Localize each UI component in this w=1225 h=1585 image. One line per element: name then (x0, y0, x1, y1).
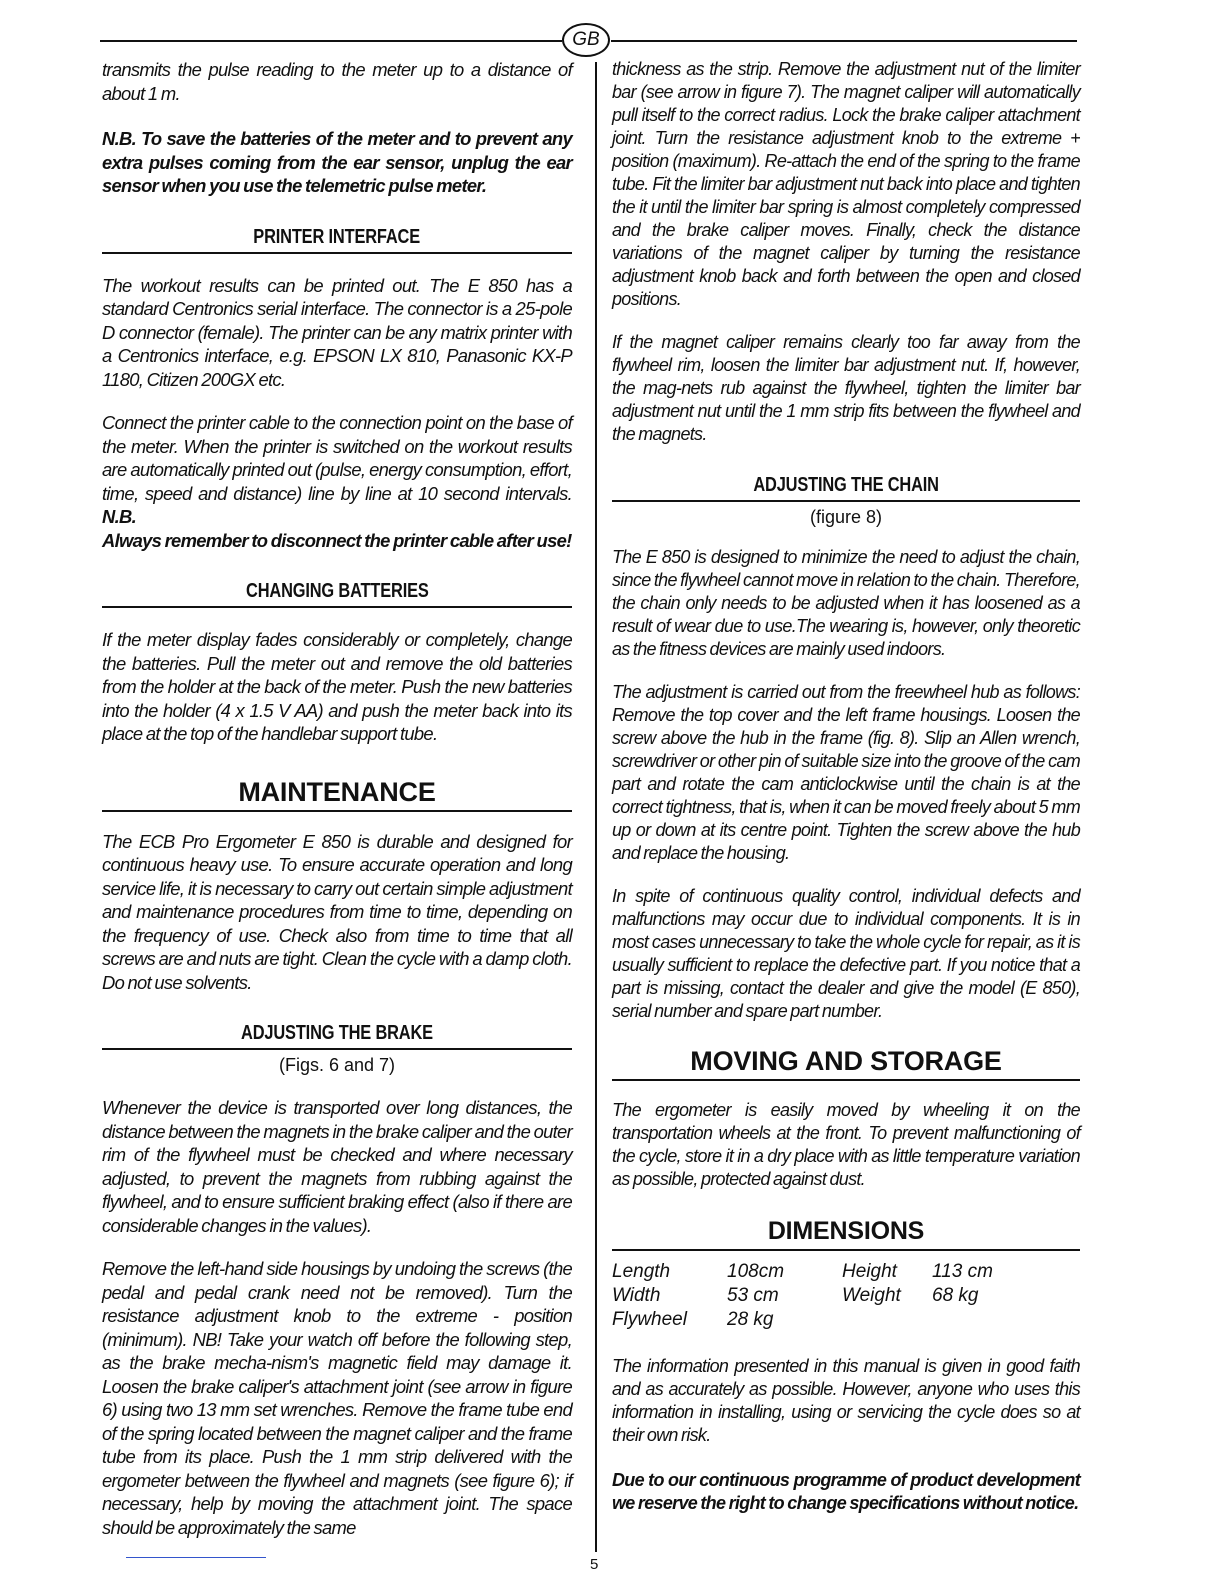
chain-paragraph-2: The adjustment is carried out from the freewheel hub as follows: Remove the top cover and the left frame housings. Loosen the screw above the hub in the frame (fig. 8). Slip an Allen wrench, screwdriver or other pin of suitable size into the groove of the cam part and rotate the cam anticlockwise until the chain is at the correct tightness, that is, when it can be moved freely about 5 mm up or down at its centre point. Tighten the screw above the hub and replace the housing. (612, 682, 1080, 863)
moving-storage-heading (612, 1045, 1080, 1081)
printer-paragraph-1: The workout results can be printed out. The E 850 has a standard Centronics serial interface. The connector is a 25-pole D connector (female). The printer can be any matrix printer with a Centronics interface, e.g. EPSON LX 810, Panasonic KX-P 1180, Citizen 200GX etc. (102, 274, 572, 390)
adjusting-brake-title: ADJUSTING THE BRAKE (241, 1022, 433, 1044)
width-value: 53 cm (727, 1285, 779, 1306)
weight-value: 68 kg (932, 1285, 979, 1306)
printer-paragraph-2 (102, 411, 572, 529)
brake-figure-reference: (Figs. 6 and 7) (278, 1055, 396, 1075)
adjusting-chain-title: ADJUSTING THE CHAIN (753, 474, 939, 496)
flywheel-label: Flywheel (612, 1309, 687, 1330)
footnote-rule (126, 1557, 266, 1558)
dimensions-table (612, 1261, 1032, 1333)
ear-sensor-note: N.B. To save the batteries of the meter and to prevent any extra pulses coming from the ear sensor, unplug the ear sensor when you use the telemetric pulse meter. (102, 128, 572, 196)
printer-nb-label: N.B. (102, 506, 136, 527)
dimensions-title: DIMENSIONS (767, 1217, 925, 1245)
heading-rule (102, 1048, 572, 1050)
flywheel-value: 28 kg (727, 1309, 774, 1330)
pulse-distance-text: transmits the pulse reading to the meter up to a distance of about 1 m. (102, 59, 572, 104)
chain-figure-reference: (figure 8) (809, 507, 883, 527)
column-divider (595, 62, 597, 1552)
weight-label: Weight (842, 1285, 901, 1306)
heading-rule (612, 1249, 1080, 1251)
maintenance-title: MAINTENANCE (238, 776, 436, 807)
table-row (612, 1261, 1032, 1285)
changing-batteries-title: CHANGING BATTERIES (245, 580, 429, 602)
left-column (102, 58, 572, 1539)
quality-control-paragraph: In spite of continuous quality control, individual defects and malfunctions may occur due to individual components. It is in most cases unnecessary to take the whole cycle for repair, as it is usually sufficient to replace the defective part. If you notice that a part is missing, contact the dealer and give the model (E 850), serial number and spare part number. (612, 886, 1080, 1021)
brake-paragraph-1: Whenever the device is transported over long distances, the distance between the magnets in the brake caliper and the outer rim of the flywheel must be checked and where necessary adjusted, to prevent the magnets from rubbing against the flywheel, and to ensure sufficient braking effect (also if there are considerable changes in the values). (102, 1097, 572, 1236)
specification-change-notice: Due to our continuous programme of product development we reserve the right to change specifications without notice. (612, 1470, 1080, 1513)
printer-interface-title: PRINTER INTERFACE (253, 225, 421, 248)
caliper-distance-paragraph: If the magnet caliper remains clearly too far away from the flywheel rim, loosen the limiter bar adjustment nut. If, however, the mag-nets rub against the flywheel, tighten the limiter bar adjustment nut until the 1 mm strip fits between the flywheel and the magnets. (612, 332, 1080, 444)
dimensions-heading (612, 1215, 1080, 1251)
header-rule-right (611, 40, 1077, 42)
printer-warning: Always remember to disconnect the printer cable after use! (102, 529, 572, 551)
adjusting-chain-heading (612, 472, 1080, 528)
maintenance-heading (102, 776, 572, 812)
printer-paragraph-2-text: Connect the printer cable to the connection point on the base of the meter. When the printer is switched on the workout results are automatically printed out (pulse, energy consumption, effort, time, speed and distance) line by line at 10 second intervals. (102, 412, 572, 504)
moving-storage-paragraph: The ergometer is easily moved by wheeling it on the transportation wheels at the front. To prevent malfunctioning of the cycle, store it in a dry place with as little temperature variation as possible, protected against dust. (612, 1100, 1080, 1189)
adjusting-brake-heading (102, 1020, 572, 1076)
brake-paragraph-2: Remove the left-hand side housings by undoing the screws (the pedal and pedal crank need not be removed). Turn the resistance adjustment knob to the extreme - position (minimum). NB! Take your watch off before the following step, as the brake mecha-nism's magnetic field may damage it. Loosen the brake caliper's attachment joint (see arrow in figure 6) using two 13 mm set wrenches. Remove the frame tube end of the spring located between the magnet caliper and the frame tube from its place. Push the 1 mm strip delivered with the ergometer between the flywheel and magnets (see figure 6); if necessary, help by moving the attachment joint. The space should be approximately the same (102, 1258, 572, 1538)
header-rule-left (100, 40, 562, 42)
table-row (612, 1285, 1032, 1309)
table-row (612, 1309, 1032, 1333)
maintenance-paragraph: The ECB Pro Ergometer E 850 is durable and designed for continuous heavy use. To ensure accurate operation and long service life, it is necessary to carry out certain simple adjustment and maintenance procedures from time to time, depending on the frequency of use. Check also from time to time that all screws are and nuts are tight. Clean the cycle with a damp cloth. Do not use solvents. (102, 830, 572, 993)
heading-rule (612, 500, 1080, 502)
height-value: 113 cm (932, 1261, 993, 1282)
chain-paragraph-1: The E 850 is designed to minimize the need to adjust the chain, since the flywheel cannot move in relation to the chain. Therefore, the chain only needs to be adjusted when it has loosened as a result of wear due to use.The wearing is, however, only theoretic as the fitness devices are mainly used indoors. (612, 547, 1080, 659)
moving-storage-title: MOVING AND STORAGE (690, 1046, 1002, 1076)
height-label: Height (842, 1261, 897, 1282)
length-label: Length (612, 1261, 671, 1282)
right-column (612, 58, 1080, 1515)
disclaimer-paragraph: The information presented in this manual is given in good faith and as accurately as possible. However, anyone who uses this information in installing, using or servicing the cycle does so at their own risk. (612, 1356, 1080, 1445)
changing-batteries-heading (102, 578, 572, 608)
length-value: 108cm (727, 1261, 785, 1282)
batteries-paragraph: If the meter display fades considerably or completely, change the batteries. Pull the meter out and remove the old batteries from the holder at the back of the meter. Push the new batteries into the holder (4 x 1.5 V AA) and push the meter back into its place at the top of the handlebar support tube. (102, 629, 572, 744)
brake-continued-paragraph: thickness as the strip. Remove the adjustment nut of the limiter bar (see arrow in figure 7). The magnet caliper will automatically pull itself to the correct radius. Lock the brake caliper attachment joint. Turn the resistance adjustment knob to the extreme + position (maximum). Re-attach the end of the spring to the frame tube. Fit the limiter bar adjustment nut back into place and tighten the it until the limiter bar spring is almost completely compressed and the brake caliper moves. Finally, check the distance variations of the magnet caliper by turning the resistance adjustment knob back and forth between the open and closed positions. (612, 59, 1080, 309)
page-number: 5 (590, 1556, 599, 1573)
printer-interface-heading (102, 224, 572, 254)
language-badge: GB (562, 23, 610, 57)
width-label: Width (612, 1285, 661, 1306)
